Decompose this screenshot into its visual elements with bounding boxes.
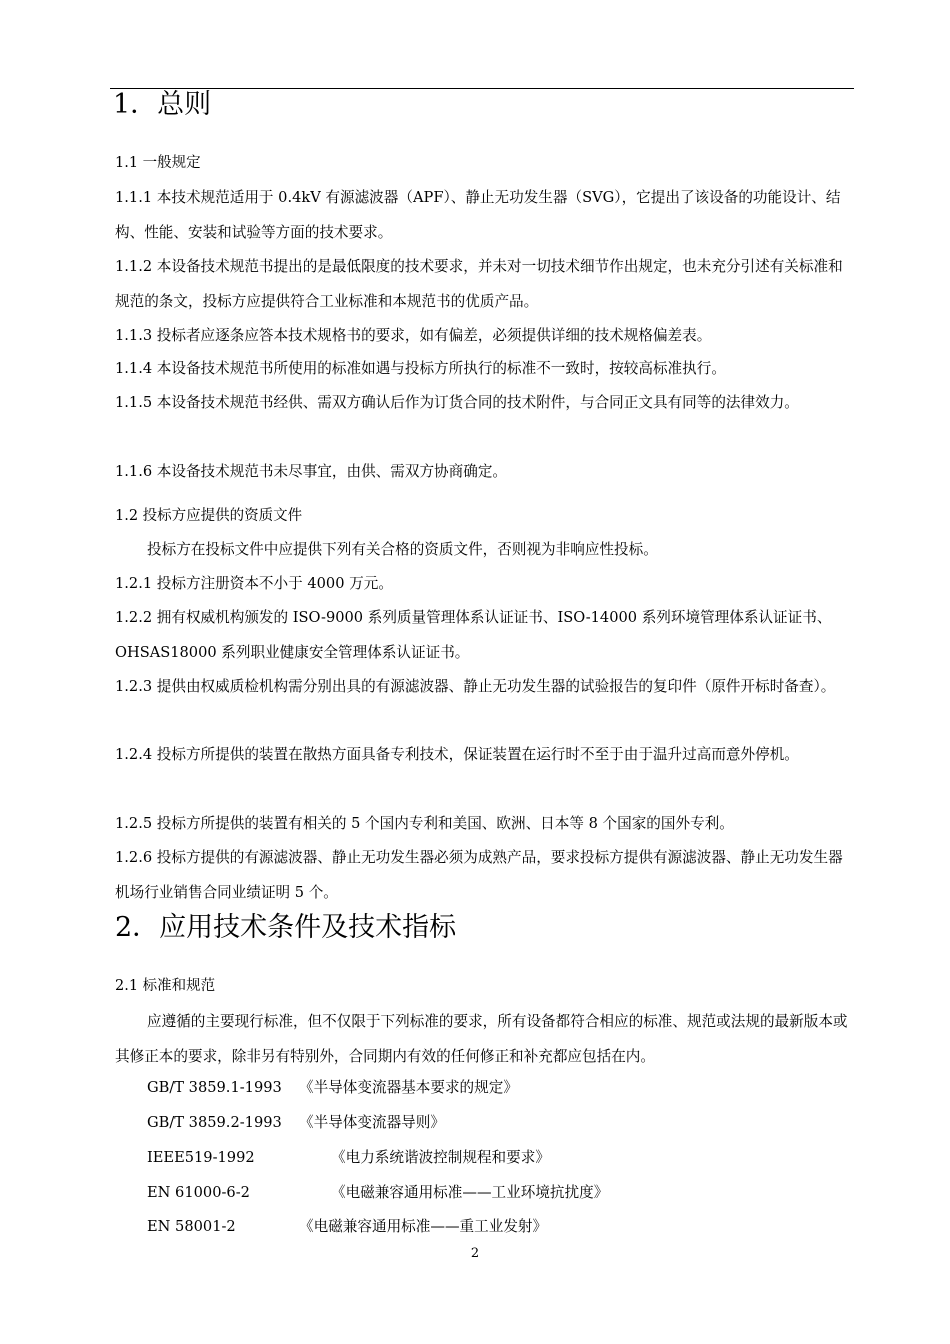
section-heading-1: 1．总则 xyxy=(113,89,212,120)
standard-code: GB/T 3859.1-1993 xyxy=(147,1079,282,1096)
paragraph-1-1-1: 1.1.1 本技术规范适用于 0.4kV 有源滤波器（APF）、静止无功发生器（SVG），它提出了该设备的功能设计、结构、性能、安装和试验等方面的技术要求。 xyxy=(115,189,841,241)
paragraph-1-2-4: 1.2.4 投标方所提供的装置在散热方面具备专利技术，保证装置在运行时不至于由于温升过高而意外停机。 xyxy=(115,746,799,763)
paragraph-2-1-intro: 应遵循的主要现行标准，但不仅限于下列标准的要求，所有设备都符合相应的标准、规范或法规的最新版本或其修正本的要求，除非另有特别外，合同期内有效的任何修正和补充都应包括在内。 xyxy=(115,1013,848,1065)
paragraph-1-1-5: 1.1.5 本设备技术规范书经供、需双方确认后作为订货合同的技术附件，与合同正文具有同等的法律效力。 xyxy=(115,394,799,411)
standard-code: GB/T 3859.2-1993 xyxy=(147,1114,282,1131)
paragraph-1-1-6: 1.1.6 本设备技术规范书未尽事宜，由供、需双方协商确定。 xyxy=(115,463,508,480)
standard-name: 《电磁兼容通用标准——工业环境抗扰度》 xyxy=(331,1184,609,1201)
paragraph-1-1-3: 1.1.3 投标者应逐条应答本技术规格书的要求，如有偏差，必须提供详细的技术规格偏差表。 xyxy=(115,327,712,344)
subsection-title-1-2: 1.2 投标方应提供的资质文件 xyxy=(115,508,303,524)
paragraph-1-2-5: 1.2.5 投标方所提供的装置有相关的 5 个国内专利和美国、欧洲、日本等 8 个国家的国外专利。 xyxy=(115,815,734,832)
paragraph-1-2-6: 1.2.6 投标方提供的有源滤波器、静止无功发生器必须为成熟产品，要求投标方提供有源滤波器、静止无功发生器机场行业销售合同业绩证明 5 个。 xyxy=(115,849,843,901)
subsection-title-2-1: 2.1 标准和规范 xyxy=(115,978,216,994)
standard-name: 《半导体变流器导则》 xyxy=(299,1114,445,1131)
standard-code: EN 61000-6-2 xyxy=(147,1184,250,1201)
standard-code: IEEE519-1992 xyxy=(147,1149,255,1166)
paragraph-1-1-4: 1.1.4 本设备技术规范书所使用的标准如遇与投标方所执行的标准不一致时，按较高标准执行。 xyxy=(115,360,726,377)
subsection-title-1-1: 1.1 一般规定 xyxy=(115,155,201,171)
header-rule xyxy=(110,88,854,89)
section-heading-2: 2．应用技术条件及技术指标 xyxy=(115,912,457,943)
paragraph-1-2-2: 1.2.2 拥有权威机构颁发的 ISO-9000 系列质量管理体系认证证书、ISO-14000 系列环境管理体系认证证书、OHSAS18000 系列职业健康安全管理体系认证证书。 xyxy=(115,609,832,661)
page-number: 2 xyxy=(470,1246,480,1261)
standard-code: EN 58001-2 xyxy=(147,1218,236,1235)
standard-name: 《电力系统谐波控制规程和要求》 xyxy=(331,1149,550,1166)
standard-name: 《电磁兼容通用标准——重工业发射》 xyxy=(299,1218,548,1235)
paragraph-1-2-3: 1.2.3 提供由权威质检机构需分别出具的有源滤波器、静止无功发生器的试验报告的复印件（原件开标时备查）。 xyxy=(115,678,836,695)
paragraph-1-2-intro: 投标方在投标文件中应提供下列有关合格的资质文件，否则视为非响应性投标。 xyxy=(147,541,658,558)
standard-name: 《半导体变流器基本要求的规定》 xyxy=(299,1079,518,1096)
paragraph-1-2-1: 1.2.1 投标方注册资本不小于 4000 万元。 xyxy=(115,575,393,592)
paragraph-1-1-2: 1.1.2 本设备技术规范书提出的是最低限度的技术要求，并未对一切技术细节作出规定，也未充分引述有关标准和规范的条文，投标方应提供符合工业标准和本规范书的优质产品。 xyxy=(115,258,843,310)
